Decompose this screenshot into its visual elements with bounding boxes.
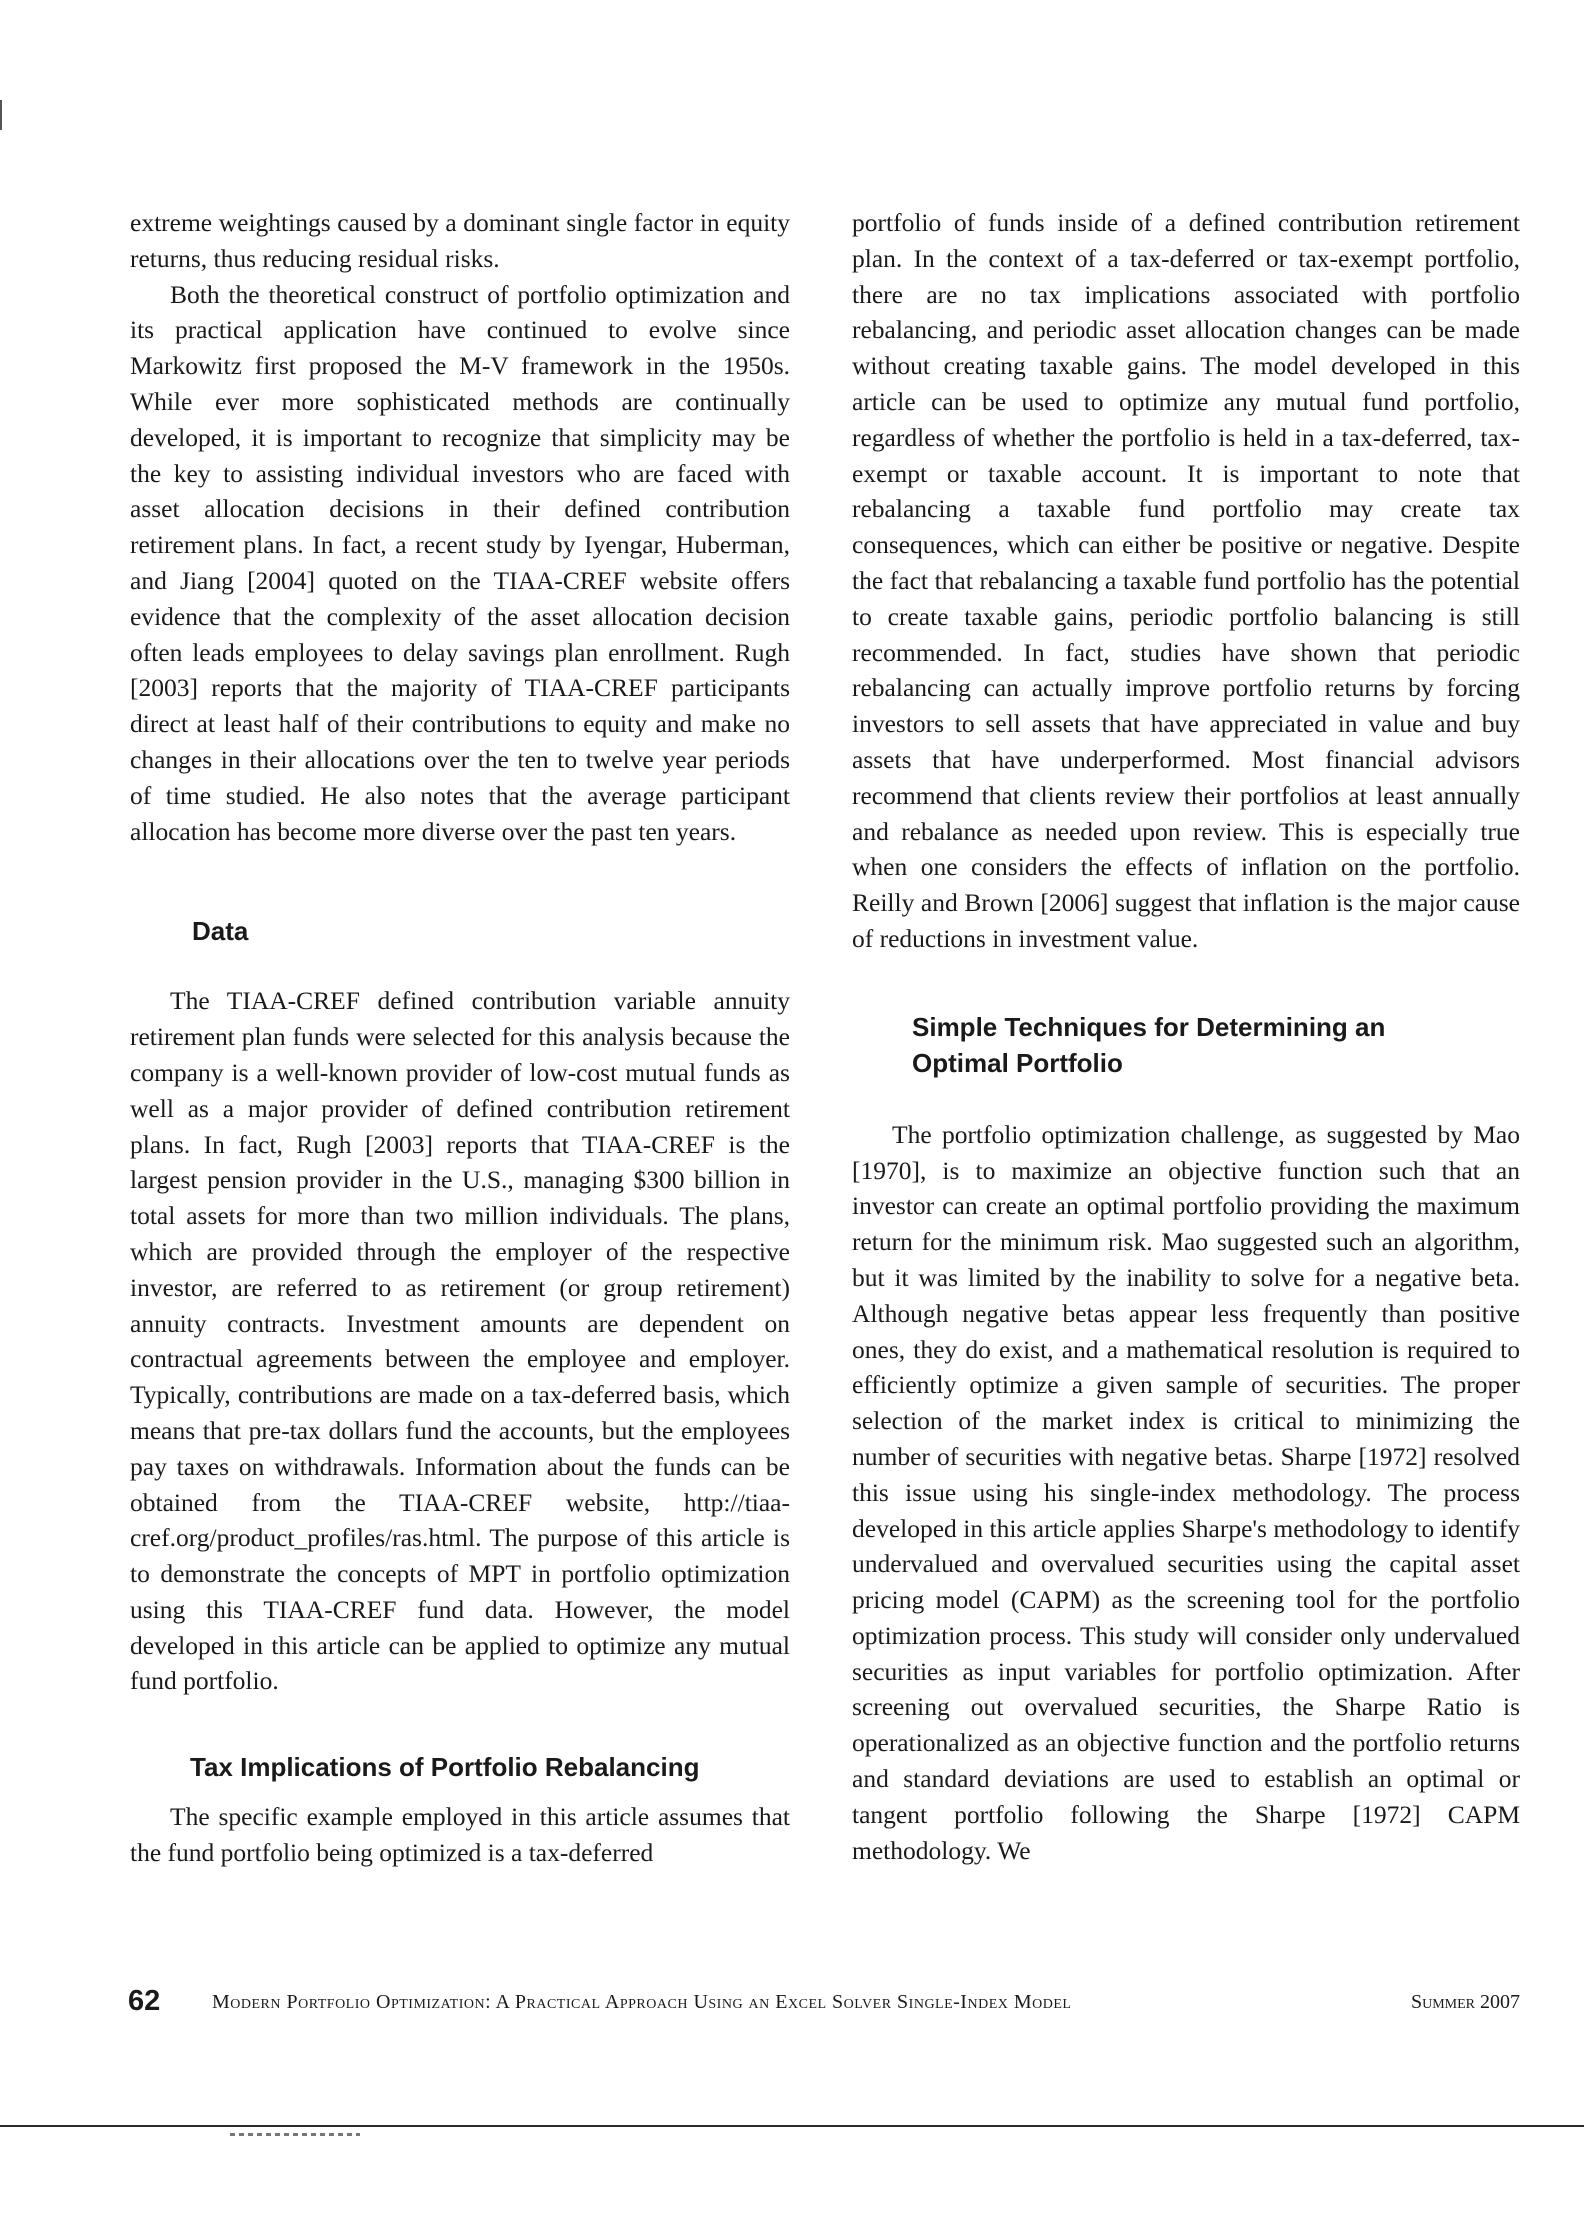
section-heading-tax-implications: Tax Implications of Portfolio Rebalancing (190, 1752, 700, 1783)
paragraph: Both the theoretical construct of portfolio optimization and its practical application have continued to evolve since Markowitz first proposed the M-V framework in the 1950s. While ever more sophisticated methods are continually developed, it is important to recognize that simplicity may be the key to assisting individual investors who are faced with asset allocation decisions in their defined contribution retirement plans. In fact, a recent study by Iyengar, Huberman, and Jiang [2004] quoted on the TIAA-CREF website offers evidence that the complexity of the asset allocation decision often leads employees to delay savings plan enrollment. Rugh [2003] reports that the majority of TIAA-CREF participants direct at least half of their contributions to equity and make no changes in their allocations over the ten to twelve year periods of time studied. He also notes that the average participant allocation has become more diverse over the past ten years. (130, 279, 790, 846)
page-number: 62 (128, 1985, 161, 2017)
scan-border-line (0, 2125, 1584, 2127)
page-footer (128, 1985, 1520, 2025)
paragraph: The specific example employed in this article assumes that the fund portfolio being optimized is a tax-deferred (130, 1802, 790, 1868)
right-column (852, 205, 1520, 1868)
paragraph: The portfolio optimization challenge, as suggested by Mao [1970], is to maximize an objective function such that an investor can create an optimal portfolio providing the maximum return for the minimum risk. Mao suggested such an algorithm, but it was limited by the inability to solve for a negative beta. Although negative betas appear less frequently than positive ones, they do exist, and a mathematical resolution is required to efficiently optimize a given sample of securities. The proper selection of the market index is critical to minimizing the number of securities with negative betas. Sharpe [1972] resolved this issue using his single-index methodology. The process developed in this article applies Sharpe's methodology to identify undervalued and overvalued securities using the capital asset pricing model (CAPM) as the screening tool for the portfolio optimization process. This study will consider only undervalued securities as input variables for portfolio optimization. After screening out overvalued securities, the Sharpe Ratio is operationalized as an objective function and the portfolio returns and standard deviations are used to establish an optimal or tangent portfolio following the Sharpe [1972] CAPM methodology. We (852, 1119, 1520, 1865)
issue-label: Summer 2007 (1410, 1991, 1520, 2013)
left-column (130, 205, 790, 1871)
running-title: Modern Portfolio Optimization: A Practical Approach Using an Excel Solver Single-Index Model (212, 1991, 1072, 2013)
paragraph: extreme weightings caused by a dominant single factor in equity returns, thus reducing residual risks. (130, 208, 790, 273)
paragraph: The TIAA-CREF defined contribution variable annuity retirement plan funds were selected for this analysis because the company is a well-known provider of low-cost mutual funds as well as a major provider of defined contribution retirement plans. In fact, Rugh [2003] reports that TIAA-CREF is the largest pension provider in the U.S., managing $300 billion in total assets for more than two million individuals. The plans, which are provided through the employer of the respective investor, are referred to as retirement (or group retirement) annuity contracts. Investment amounts are dependent on contractual agreements between the employee and employer. Typically, contributions are made on a tax-deferred basis, which means that pre-tax dollars fund the accounts, but the employees pay taxes on withdrawals. Information about the funds can be obtained from the TIAA-CREF website, http://tiaa-cref.org/product_profiles/ras.html. The purpose of this article is to demonstrate the concepts of MPT in portfolio optimization using this TIAA-CREF fund data. However, the model developed in this article can be applied to optimize any mutual fund portfolio. (130, 986, 790, 1696)
scan-artifact (230, 2133, 360, 2136)
scan-edge-mark (0, 100, 2, 130)
section-heading-simple-techniques: Simple Techniques for Determining an Optimal Portfolio (912, 1011, 1386, 1078)
section-heading-data: Data (192, 916, 249, 947)
paragraph: portfolio of funds inside of a defined contribution retirement plan. In the context of a tax-deferred or tax-exempt portfolio, there are no tax implications associated with portfolio rebalancing, and periodic asset allocation changes can be made without creating taxable gains. The model developed in this article can be used to optimize any mutual fund portfolio, regardless of whether the portfolio is held in a tax-deferred, tax-exempt or taxable account. It is important to note that rebalancing a taxable fund portfolio may create tax consequences, which can either be positive or negative. Despite the fact that rebalancing a taxable fund portfolio has the potential to create taxable gains, periodic portfolio balancing is still recommended. In fact, studies have shown that periodic rebalancing can actually improve portfolio returns by forcing investors to sell assets that have appreciated in value and buy assets that have underperformed. Most financial advisors recommend that clients review their portfolios at least annually and rebalance as needed upon review. This is especially true when one considers the effects of inflation on the portfolio. Reilly and Brown [2006] suggest that inflation is the major cause of reductions in investment value. (852, 208, 1520, 953)
